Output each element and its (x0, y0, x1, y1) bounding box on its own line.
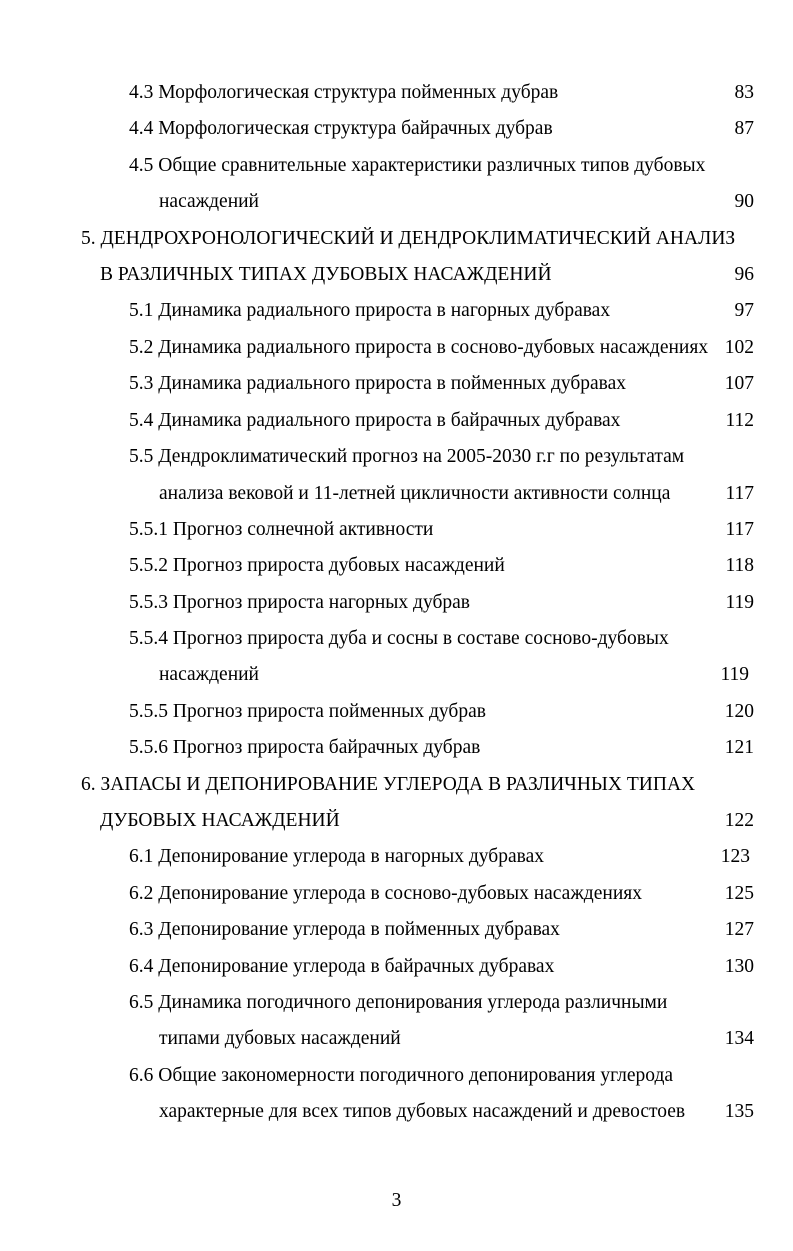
toc-entry-text: 5.5.6 Прогноз прироста байрачных дубрав (129, 737, 481, 758)
toc-entry-page: 135 (724, 1101, 754, 1122)
toc-entry-text: 5.3 Динамика радиального прироста в пойменных дубравах (129, 373, 627, 394)
toc-entry-text: 5.5 Дендроклиматический прогноз на 2005-2030 г.г по результатам (129, 446, 685, 467)
toc-entry-page: 97 (734, 300, 754, 321)
toc-entry-text: 4.3 Морфологическая структура пойменных дубрав (129, 82, 559, 103)
toc-entry-text: 5.1 Динамика радиального прироста в нагорных дубравах (129, 300, 611, 321)
toc-entry-text: типами дубовых насаждений (159, 1028, 401, 1049)
toc-entry-text: 4.4 Морфологическая структура байрачных дубрав (129, 118, 553, 139)
toc-entry-text: 5.5.4 Прогноз прироста дуба и сосны в составе сосново-дубовых (129, 628, 669, 649)
page-number: 3 (391, 1190, 402, 1211)
toc-entry-page: 119 (725, 592, 754, 613)
toc-entry-text: 5.5.5 Прогноз прироста пойменных дубрав (129, 701, 486, 722)
toc-entry-page: 121 (724, 737, 754, 758)
toc-entry-text: 5.2 Динамика радиального прироста в сосново-дубовых насаждениях (129, 337, 709, 358)
toc-chapter-heading: В РАЗЛИЧНЫХ ТИПАХ ДУБОВЫХ НАСАЖДЕНИЙ (100, 264, 552, 285)
toc-entry-page: 122 (724, 810, 754, 831)
toc-entry-page: 134 (724, 1028, 754, 1049)
toc-entry-text: характерные для всех типов дубовых насаждений и древостоев (159, 1101, 686, 1122)
toc-entry-page: 118 (725, 555, 754, 576)
toc-entry-page: 125 (724, 883, 754, 904)
toc-entry-page: 83 (734, 82, 754, 103)
toc-entry-text: 6.3 Депонирование углерода в пойменных дубравах (129, 919, 560, 940)
toc-entry-page: 102 (724, 337, 754, 358)
toc-entry-page: 112 (725, 410, 754, 431)
toc-entry-text: 6.5 Динамика погодичного депонирования углерода различными (129, 992, 668, 1013)
toc-chapter-heading: 5. ДЕНДРОХРОНОЛОГИЧЕСКИЙ И ДЕНДРОКЛИМАТИЧЕСКИЙ АНАЛИЗ (81, 228, 736, 249)
toc-entry-page: 127 (724, 919, 754, 940)
toc-entry-text: насаждений (159, 664, 259, 685)
toc-entry-text: 5.5.2 Прогноз прироста дубовых насаждений (129, 555, 505, 576)
toc-entry-page: 119 (720, 664, 749, 685)
toc-entry-text: анализа вековой и 11-летней цикличности активности солнца (159, 483, 671, 504)
toc-entry-page: 117 (725, 483, 754, 504)
toc-entry-page: 123 (720, 846, 750, 867)
toc-entry-page: 107 (724, 373, 754, 394)
toc-entry-page: 90 (734, 191, 754, 212)
toc-entry-text: 6.6 Общие закономерности погодичного депонирования углерода (129, 1065, 674, 1086)
toc-entry-text: 5.5.3 Прогноз прироста нагорных дубрав (129, 592, 470, 613)
toc-entry-page: 117 (725, 519, 754, 540)
toc-entry-text: 4.5 Общие сравнительные характеристики различных типов дубовых (129, 155, 706, 176)
toc-entry-page: 96 (734, 264, 754, 285)
toc-entry-page: 130 (724, 956, 754, 977)
toc-chapter-heading: 6. ЗАПАСЫ И ДЕПОНИРОВАНИЕ УГЛЕРОДА В РАЗЛИЧНЫХ ТИПАХ (81, 774, 696, 795)
toc-entry-text: 6.2 Депонирование углерода в сосново-дубовых насаждениях (129, 883, 642, 904)
toc-entry-page: 87 (734, 118, 754, 139)
toc-entry-text: 5.5.1 Прогноз солнечной активности (129, 519, 434, 540)
toc-entry-text: 6.4 Депонирование углерода в байрачных дубравах (129, 956, 555, 977)
toc-entry-text: 6.1 Депонирование углерода в нагорных дубравах (129, 846, 544, 867)
toc-entry-page: 120 (724, 701, 754, 722)
toc-chapter-heading: ДУБОВЫХ НАСАЖДЕНИЙ (100, 810, 340, 831)
toc-entry-text: 5.4 Динамика радиального прироста в байрачных дубравах (129, 410, 621, 431)
toc-entry-text: насаждений (159, 191, 259, 212)
